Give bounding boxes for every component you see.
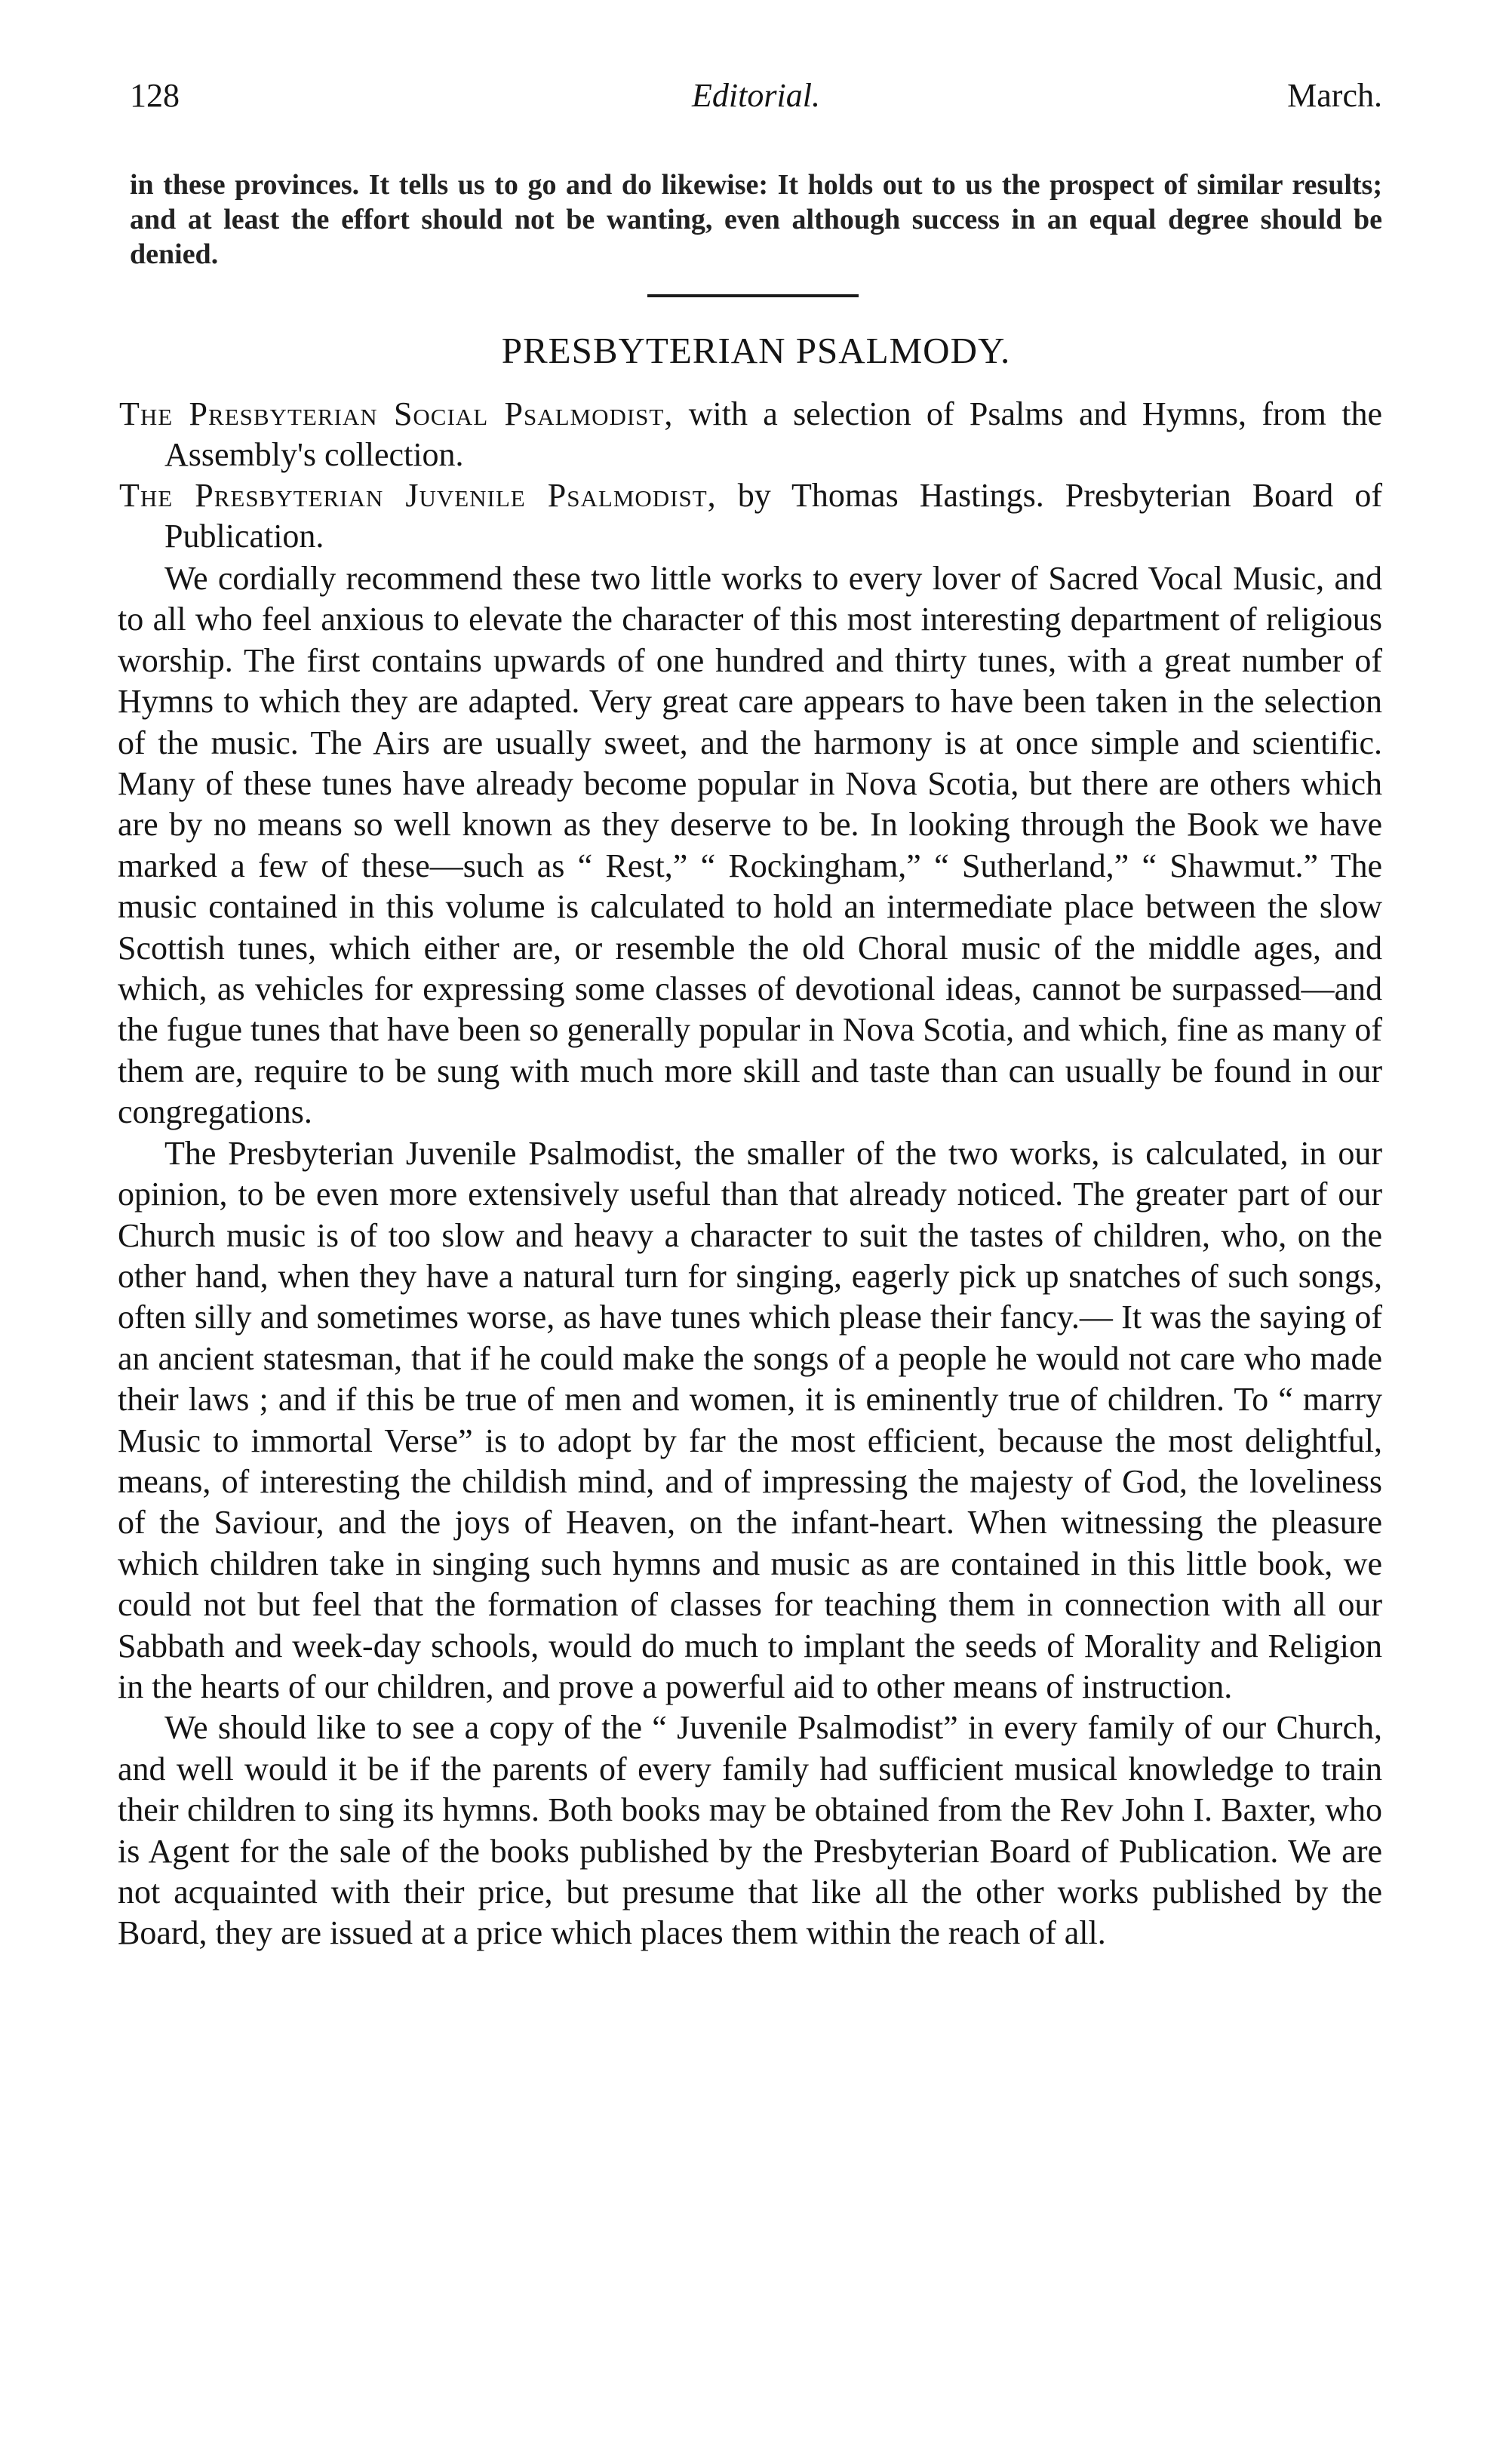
reviewed-work-detail: by Thomas Hastings. Presbyterian Board of Publication. bbox=[164, 477, 1382, 555]
running-header bbox=[130, 69, 1382, 122]
running-title: Editorial. bbox=[692, 77, 820, 114]
reviewed-works bbox=[119, 394, 1382, 557]
reviewed-work-title: The Presbyterian Juvenile Psalmodist, bbox=[119, 477, 717, 514]
section-heading: PRESBYTERIAN PSALMODY. bbox=[501, 330, 1011, 371]
article-body bbox=[118, 558, 1382, 1954]
section-divider bbox=[647, 294, 859, 297]
body-paragraph: The Presbyterian Juvenile Psalmodist, the smaller of the two works, is calculated, in our opinion, to be even more extensively useful than that already noticed. The greater part of our Church music is of too slow and heavy a character to suit the tastes of children, who, on the other hand, when they have a natural turn for singing, eagerly pick up snatches of such songs, often silly and sometimes worse, as have tunes which please their fancy.— It was the saying of an ancient statesman, that if he could make the songs of a people he would not care who made their laws ; and if this be true of men and women, it is eminently true of children. To “ marry Music to immortal Verse” is to adopt by far the most efficient, because the most delightful, means, of interesting the childish mind, and of impressing the majesty of God, the loveliness of the Saviour, and the joys of Heaven, on the infant-heart. When witnessing the pleasure which children take in singing such hymns and music as are contained in this little book, we could not but feel that the formation of classes for teaching them in connection with all our Sabbath and week-day schools, would do much to implant the seeds of Morality and Religion in the hearts of our children, and prove a powerful aid to other means of instruction. bbox=[118, 1134, 1382, 1705]
issue-month: March. bbox=[1287, 77, 1382, 114]
reviewed-work-entry bbox=[119, 394, 1382, 475]
body-paragraph: We cordially recommend these two little works to every lover of Sacred Vocal Music, and to all who feel anxious to elevate the character of this most interesting department of religious worship. The first contains upwards of one hundred and thirty tunes, with a great number of Hymns to which they are adapted. Very great care appears to have been taken in the selection of the music. The Airs are usually sweet, and the harmony is at once simple and scientific. Many of these tunes have already become popular in Nova Scotia, but there are others which are by no means so well known as they deserve to be. In looking through the Book we have marked a few of these—such as “ Rest,” “ Rockingham,” “ Sutherland,” “ Shawmut.” The music contained in this volume is calculated to hold an intermediate place between the slow Scottish tunes, which either are, or resemble the old Choral music of the middle ages, and which, as vehicles for expressing some classes of devotional ideas, cannot be surpassed—and the fugue tunes that have been so generally popular in Nova Scotia, and which, fine as many of them are, require to be sung with much more skill and taste than can usually be found in our congregations. bbox=[118, 560, 1382, 1131]
reviewed-work-detail: with a selection of Psalms and Hymns, from the Assembly's collection. bbox=[164, 395, 1382, 473]
reviewed-work-entry bbox=[119, 475, 1382, 557]
body-paragraph: We should like to see a copy of the “ Juvenile Psalmodist” in every family of our Church, and well would it be if the parents of every family had sufficient musical knowledge to train their children to sing its hymns. Both books may be obtained from the Rev John I. Baxter, who is Agent for the sale of the books published by the Presbyterian Board of Publication. We are not acquainted with their price, but presume that like all the other works published by the Board, they are issued at a price which places them within the reach of all. bbox=[118, 1709, 1382, 1952]
page-number: 128 bbox=[130, 77, 180, 114]
continuation-paragraph: in these provinces. It tells us to go and do likewise: It holds out to us the prospect of similar results; and at least the effort should not be wanting, even although success in an equal degree should be denied. bbox=[130, 169, 1382, 270]
reviewed-work-title: The Presbyterian Social Psalmodist, bbox=[119, 395, 674, 432]
